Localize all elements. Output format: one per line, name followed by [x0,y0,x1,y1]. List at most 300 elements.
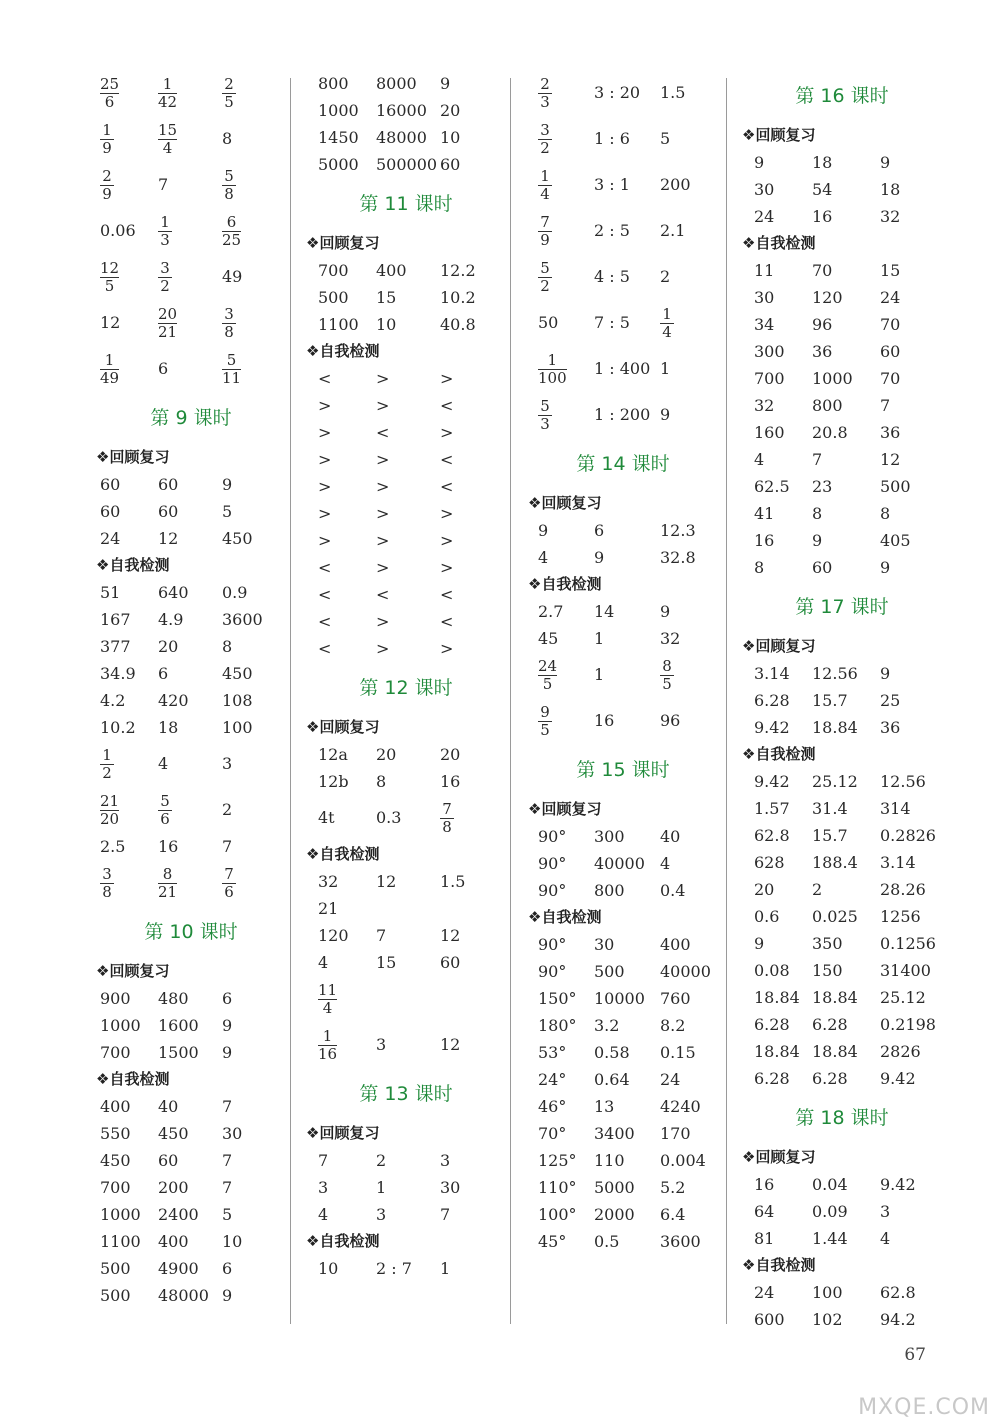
answer-cell: > [376,558,390,577]
answer-cell: 62.5 [754,477,790,496]
answer-row [306,1174,506,1201]
answer-cell [538,162,552,208]
answer-cell: 8 [222,637,233,656]
answer-row [96,660,286,687]
denominator: 5 [104,277,115,295]
answer-cell [158,254,172,300]
answer-cell [100,741,114,787]
answer-cell: 6 [222,989,233,1008]
answer-cell: 0.1256 [880,934,936,953]
answer-cell: 450 [222,664,253,683]
answer-row [742,446,942,473]
numerator: 11 [318,981,338,999]
answer-cell: 500 [880,477,911,496]
answer-cell: 0.06 [100,221,136,240]
answer-cell: 18.84 [754,988,800,1007]
answer-cell: 5 [222,502,233,521]
answer-row [528,931,718,958]
answer-cell [538,208,552,254]
answer-cell: 9 [754,153,765,172]
answer-row [528,300,718,346]
denominator: 42 [158,93,178,111]
answer-row [306,446,506,473]
answer-cell: 700 [318,261,349,280]
answer-row [528,544,718,571]
denominator: 9 [540,231,550,249]
answer-row [96,833,286,860]
denominator: 6 [160,810,170,828]
numerator: 7 [224,865,234,883]
answer-cell: 32.8 [660,548,696,567]
answer-cell: < [376,585,390,604]
answer-cell: 4900 [158,1259,199,1278]
denominator: 9 [102,139,112,157]
answer-cell: 8 [754,558,765,577]
answer-cell: 4 [158,754,169,773]
section-heading: ❖自我检测 [742,1256,816,1274]
answer-cell: 8 [376,772,387,791]
answer-cell: 10 [440,128,461,147]
answer-cell: 25 [880,691,901,710]
answer-cell: 8 [880,504,891,523]
answer-cell: 41 [754,504,775,523]
answer-row [742,419,942,446]
answer-cell: 450 [100,1151,131,1170]
fraction [538,214,552,249]
fraction [158,306,177,341]
numerator: 1 [102,746,112,764]
numerator: 8 [162,865,173,883]
answer-row [96,300,286,346]
denominator: 16 [318,1045,338,1063]
answer-cell: 200 [158,1178,189,1197]
answer-cell: 170 [660,1124,691,1143]
answer-row [528,392,718,438]
answer-cell: 46° [538,1097,567,1116]
section-heading: ❖自我检测 [306,1232,380,1250]
answer-row [742,984,942,1011]
answer-cell [538,116,552,162]
answer-cell: 31400 [880,961,931,980]
answer-cell: 45° [538,1232,567,1251]
numerator: 24 [538,657,558,675]
answer-cell: > [440,639,454,658]
section-heading: ❖回顾复习 [528,494,602,512]
answer-cell: 40 [158,1097,179,1116]
answer-cell: 18.84 [812,718,858,737]
answer-cell: 9 [222,1016,233,1035]
answer-cell: 9 [754,934,765,953]
answer-row [742,1065,942,1092]
answer-cell: 180° [538,1016,577,1035]
denominator: 2 [160,277,170,295]
numerator: 1 [104,351,115,369]
answer-cell: 0.5 [594,1232,620,1251]
answer-row [528,1120,718,1147]
fraction [318,982,337,1017]
fraction [538,168,552,203]
answer-column-2 [306,70,506,1282]
lesson-title: 第 18 课时 [795,1107,889,1129]
answer-cell: < [318,369,332,388]
answer-cell: 500000 [376,155,438,174]
denominator: 4 [322,999,333,1017]
answer-row [96,1228,286,1255]
fraction [158,260,172,295]
section-heading: ❖自我检测 [306,342,380,360]
answer-cell: 16 [594,711,615,730]
column-divider [290,78,291,1324]
answer-cell: 60 [812,558,833,577]
numerator: 1 [102,121,112,139]
numerator: 1 [160,213,170,231]
answer-cell: 1 : 6 [594,129,630,148]
answer-cell: 14 [594,602,615,621]
answer-cell: 12 [158,529,179,548]
answer-column-4 [742,70,942,1333]
answer-cell [538,698,552,744]
answer-cell [538,392,552,438]
answer-cell: 62.8 [754,826,790,845]
answer-cell: 110 [594,1151,625,1170]
answer-row [742,849,942,876]
answer-row [306,70,506,97]
answer-cell: < [440,396,454,415]
answer-cell: 81 [754,1229,775,1248]
answer-cell: 1256 [880,907,921,926]
answer-row [306,1147,506,1174]
answer-cell: 1100 [100,1232,141,1251]
answer-cell: 90° [538,854,567,873]
section-heading: ❖自我检测 [306,845,380,863]
answer-row [528,70,718,116]
answer-cell: 10 [318,1259,339,1278]
answer-cell: 12.2 [440,261,476,280]
answer-cell: 628 [754,853,785,872]
answer-cell: > [376,369,390,388]
answer-cell: 2 [376,1151,387,1170]
numerator: 7 [540,213,550,231]
section-heading: ❖回顾复习 [306,1124,380,1142]
answer-cell: 90° [538,827,567,846]
answer-cell: < [440,477,454,496]
answer-cell: 4.2 [100,691,126,710]
answer-cell: > [318,504,332,523]
answer-cell: 7 [440,1205,451,1224]
answer-cell: 16000 [376,101,427,120]
denominator: 49 [100,369,120,387]
answer-cell: > [376,531,390,550]
answer-cell: 760 [660,989,691,1008]
answer-cell [538,70,552,116]
answer-cell: > [376,477,390,496]
answer-row [528,1093,718,1120]
answer-cell: 15.7 [812,826,848,845]
numerator: 6 [226,213,237,231]
answer-row [742,257,942,284]
fraction [158,866,177,901]
section-heading: ❖回顾复习 [96,962,170,980]
answer-row [96,985,286,1012]
answer-row [528,1066,718,1093]
answer-cell: 1500 [158,1043,199,1062]
answer-cell [538,346,567,392]
answer-row [96,606,286,633]
answer-row [306,922,506,949]
answer-cell: 450 [158,1124,189,1143]
section-heading: ❖回顾复习 [306,234,380,252]
fraction [100,747,114,782]
answer-cell: 34 [754,315,775,334]
answer-row [528,877,718,904]
lesson-title: 第 10 课时 [144,921,238,943]
denominator: 3 [540,93,550,111]
answer-cell: 2 : 7 [376,1259,412,1278]
answer-cell: 6.28 [754,1069,790,1088]
answer-cell: 20 [440,745,461,764]
answer-cell: 5.2 [660,1178,686,1197]
answer-cell: 900 [100,989,131,1008]
answer-cell: 6.28 [754,1015,790,1034]
fraction [222,76,236,111]
answer-cell: 2000 [594,1205,635,1224]
answer-cell: 12.3 [660,521,696,540]
numerator: 15 [158,121,178,139]
answer-cell: 12 [440,1035,461,1054]
denominator: 2 [540,139,550,157]
answer-row [528,823,718,850]
answer-row [96,687,286,714]
answer-cell: 0.64 [594,1070,630,1089]
answer-cell: < [440,450,454,469]
answer-cell: 60 [440,155,461,174]
answer-cell: 1000 [100,1016,141,1035]
answer-cell: 15 [376,953,397,972]
answer-column-1 [96,70,286,1309]
answer-row [96,116,286,162]
answer-cell: 1.5 [660,83,686,102]
answer-row [306,741,506,768]
fraction [440,801,454,836]
answer-cell [222,70,236,116]
answer-row [96,787,286,833]
answer-cell: 4 : 5 [594,267,630,286]
answer-cell: 49 [222,267,243,286]
answer-row [742,768,942,795]
answer-cell: 0.08 [754,961,790,980]
answer-cell: 25.12 [812,772,858,791]
answer-cell: 9 [594,548,605,567]
answer-cell: 1 [594,665,605,684]
answer-row [528,1039,718,1066]
answer-cell: 800 [318,74,349,93]
answer-row [528,517,718,544]
answer-cell: 7 [222,837,233,856]
denominator: 4 [540,185,550,203]
answer-cell [100,860,114,906]
denominator: 9 [102,185,112,203]
answer-cell [158,787,172,833]
answer-cell: 60 [158,502,179,521]
answer-row [96,1147,286,1174]
numerator: 2 [540,75,550,93]
answer-cell: > [318,423,332,442]
answer-cell: 90° [538,935,567,954]
page-number: 67 [904,1345,926,1365]
answer-cell [158,116,177,162]
answer-row [306,500,506,527]
numerator: 5 [540,397,550,415]
answer-row [306,151,506,178]
answer-cell: 3600 [660,1232,701,1251]
answer-cell: 50 [538,313,559,332]
section-heading: ❖自我检测 [96,1070,170,1088]
answer-row [96,162,286,208]
answer-cell [158,70,177,116]
answer-cell [158,860,177,906]
answer-row [306,635,506,662]
section-heading: ❖回顾复习 [742,1148,816,1166]
answer-cell: 3600 [222,610,263,629]
answer-cell: 10 [222,1232,243,1251]
answer-row [528,346,718,392]
answer-cell: 1600 [158,1016,199,1035]
answer-cell: 4 [318,953,329,972]
answer-row [742,473,942,500]
answer-row [742,1198,942,1225]
answer-cell: 12 [880,450,901,469]
answer-cell: 16 [754,1175,775,1194]
answer-cell: 700 [100,1178,131,1197]
answer-cell: 10.2 [440,288,476,307]
denominator: 25 [222,231,242,249]
answer-cell: 800 [594,881,625,900]
answer-row [96,525,286,552]
answer-row [306,895,506,922]
answer-cell: 0.2198 [880,1015,936,1034]
answer-cell [222,300,236,346]
answer-cell: 4240 [660,1097,701,1116]
answer-row [96,1120,286,1147]
answer-cell: 150° [538,989,577,1008]
answer-cell: 48000 [376,128,427,147]
answer-row [528,254,718,300]
answer-row [528,598,718,625]
answer-cell: 6 [158,664,169,683]
lesson-title: 第 11 课时 [359,193,453,215]
fraction [538,704,552,739]
section-heading: ❖自我检测 [528,908,602,926]
fraction [100,866,114,901]
answer-cell: 1 [660,359,671,378]
answer-cell: 12.56 [812,664,858,683]
answer-cell: 18.84 [754,1042,800,1061]
answer-cell: 30 [440,1178,461,1197]
answer-row [96,1255,286,1282]
answer-cell [100,70,119,116]
answer-cell: < [376,423,390,442]
answer-cell: 3.14 [754,664,790,683]
answer-cell: 0.58 [594,1043,630,1062]
answer-cell [222,860,236,906]
numerator: 5 [540,259,550,277]
answer-cell: 3 [376,1035,387,1054]
answer-cell: 36 [880,423,901,442]
answer-row [306,1255,506,1282]
answer-cell: 120 [318,926,349,945]
answer-cell: 400 [660,935,691,954]
answer-cell: 60 [440,953,461,972]
section-heading: ❖自我检测 [528,575,602,593]
answer-cell: 102 [812,1310,843,1329]
answer-cell: 2400 [158,1205,199,1224]
answer-cell: 15 [376,288,397,307]
answer-cell: < [318,558,332,577]
answer-row [96,1039,286,1066]
numerator: 20 [158,305,178,323]
answer-cell: 1 [440,1259,451,1278]
answer-cell: 18 [880,180,901,199]
answer-row [96,741,286,787]
fraction [158,214,172,249]
answer-cell: 25.12 [880,988,926,1007]
fraction [222,306,236,341]
answer-cell [660,300,674,346]
answer-row [742,795,942,822]
numerator: 1 [662,305,672,323]
column-divider [726,78,727,1324]
answer-row [528,698,718,744]
answer-row [528,850,718,877]
answer-cell: > [440,369,454,388]
denominator: 4 [662,323,672,341]
answer-cell: 4 [880,1229,891,1248]
answer-cell: 40 [660,827,681,846]
denominator: 5 [662,675,672,693]
answer-cell: 8000 [376,74,417,93]
answer-cell: 20 [376,745,397,764]
section-heading: ❖自我检测 [742,745,816,763]
fraction [100,260,119,295]
denominator: 3 [160,231,170,249]
answer-cell: 32 [318,872,339,891]
lesson-title: 第 12 课时 [359,677,453,699]
answer-cell: 4t [318,808,335,827]
answer-row [306,1201,506,1228]
answer-cell: 12 [100,313,121,332]
answer-row [742,903,942,930]
fraction [538,76,552,111]
answer-cell: 3 [440,1151,451,1170]
answer-cell: > [318,450,332,469]
numerator: 5 [160,792,170,810]
answer-cell: 18 [812,153,833,172]
denominator: 5 [542,675,553,693]
numerator: 8 [662,657,672,675]
answer-row [96,633,286,660]
answer-cell: 94.2 [880,1310,916,1329]
fraction [660,658,674,693]
answer-row [742,957,942,984]
answer-cell: 9 [880,153,891,172]
answer-row [742,365,942,392]
answer-cell: 100 [222,718,253,737]
answer-cell: 3 [318,1178,329,1197]
denominator: 2 [102,764,112,782]
fraction [538,658,557,693]
answer-cell: 24° [538,1070,567,1089]
watermark: MXQE.COM [858,1395,990,1420]
